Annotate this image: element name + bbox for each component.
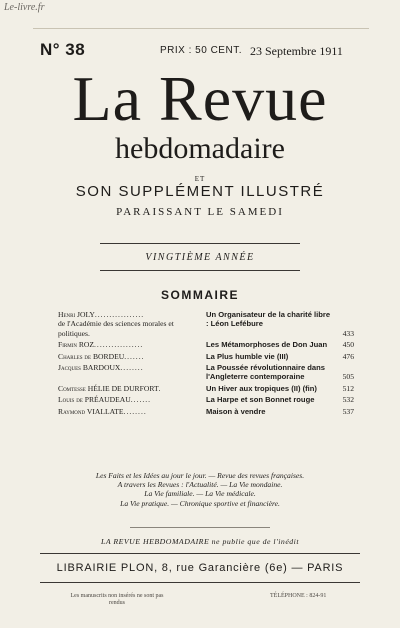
rubric-line: La Vie pratique. — Chronique sportive et financière. <box>120 498 280 508</box>
rubric-line: A travers les Revues : l'Actualité. — La Vie mondaine. <box>117 480 283 490</box>
publisher-line: LIBRAIRIE PLON, 8, rue Garancière (6e) — PARIS <box>56 562 344 574</box>
rubric-line: La Vie familiale. — La Vie médicale. <box>144 489 256 499</box>
supplement-line: SON SUPPLÉMENT ILLUSTRÉ <box>75 183 325 200</box>
toc-author: Jacques BARDOUX <box>58 363 121 373</box>
divider-footer <box>40 582 360 583</box>
exclusive-note: LA REVUE HEBDOMADAIRE ne publie que de l'inédit <box>100 537 300 546</box>
divider-publisher <box>40 553 360 554</box>
toc-page: 505 <box>342 372 354 382</box>
divider-top <box>100 243 300 244</box>
issue-number: N° 38 <box>40 40 86 59</box>
toc-author: Henri JOLY <box>58 310 95 319</box>
toc-entry: Henri JOLY................. de l'Académie des sciences morales et politiques. Un Organisateur de la charité libre : Léon Lefébure 433 <box>58 310 354 338</box>
rubrics <box>0 471 400 508</box>
toc-entry: Comtesse HÉLIE DE DURFORT. Un Hiver aux tropiques (II) (fin) 512 <box>58 383 354 393</box>
toc-author: Charles de BORDEU <box>58 351 125 361</box>
toc-article: La Plus humble vie (III) <box>206 351 289 361</box>
toc-article: Un Organisateur de la charité libre : Léon Lefébure <box>206 310 331 329</box>
divider-notes <box>130 527 270 528</box>
toc-author: Firmin ROZ <box>58 340 95 350</box>
toc-entry: Raymond VIALLATE........ Maison à vendre 537 <box>58 406 354 416</box>
toc-article: La Harpe et son Bonnet rouge <box>206 395 315 405</box>
rubric-line: Les Faits et les Idées au jour le jour. — Revue des revues françaises. <box>95 471 305 480</box>
toc-article: La Poussée révolutionnaire dans l'Angleterre contemporaine <box>206 363 326 382</box>
toc-author: Comtesse HÉLIE DE DURFORT <box>58 383 159 393</box>
magazine-title: La Revue <box>72 63 328 134</box>
volume-year: VINGTIÈME ANNÉE <box>145 252 255 263</box>
table-of-contents <box>58 310 358 418</box>
toc-article: Un Hiver aux tropiques (II) (fin) <box>206 383 317 393</box>
publication-schedule: PARAISSANT LE SAMEDI <box>116 206 284 218</box>
telephone: TÉLÉPHONE : 824-91 <box>270 593 327 599</box>
toc-page: 433 <box>342 328 354 338</box>
issue-date: 23 Septembre 1911 <box>250 44 343 58</box>
issue-header <box>40 40 360 62</box>
magazine-subtitle: hebdomadaire <box>115 132 285 165</box>
conjunction: ET <box>194 175 206 183</box>
toc-page: 450 <box>342 340 354 350</box>
toc-article: Maison à vendre <box>206 406 266 416</box>
toc-entry: Firmin ROZ................. Les Métamorphoses de Don Juan 450 <box>58 340 354 350</box>
toc-page: 476 <box>342 351 354 361</box>
toc-entry: Charles de BORDEU....... La Plus humble vie (III) 476 <box>58 351 354 361</box>
toc-page: 532 <box>342 395 354 405</box>
toc-entry: Louis de PRÉAUDEAU....... La Harpe et son Bonnet rouge 532 <box>58 395 354 405</box>
toc-article: Les Métamorphoses de Don Juan <box>206 340 328 350</box>
toc-author: Raymond VIALLATE <box>58 406 124 416</box>
watermark: Le-livre.fr <box>4 2 45 13</box>
issue-price: PRIX : 50 CENT. <box>160 45 242 56</box>
toc-entry: Jacques BARDOUX........ La Poussée révolutionnaire dans l'Angleterre contemporaine 505 <box>58 363 354 382</box>
toc-page: 537 <box>342 406 354 416</box>
manuscripts-note: Les manuscrits non insérés ne sont pas rendus <box>70 593 164 606</box>
toc-author: Louis de PRÉAUDEAU <box>58 395 131 405</box>
toc-page: 512 <box>342 383 354 393</box>
toc-author-note: de l'Académie des sciences morales et politiques. <box>58 319 174 338</box>
contents-heading: SOMMAIRE <box>161 288 239 302</box>
divider-bottom <box>100 270 300 271</box>
